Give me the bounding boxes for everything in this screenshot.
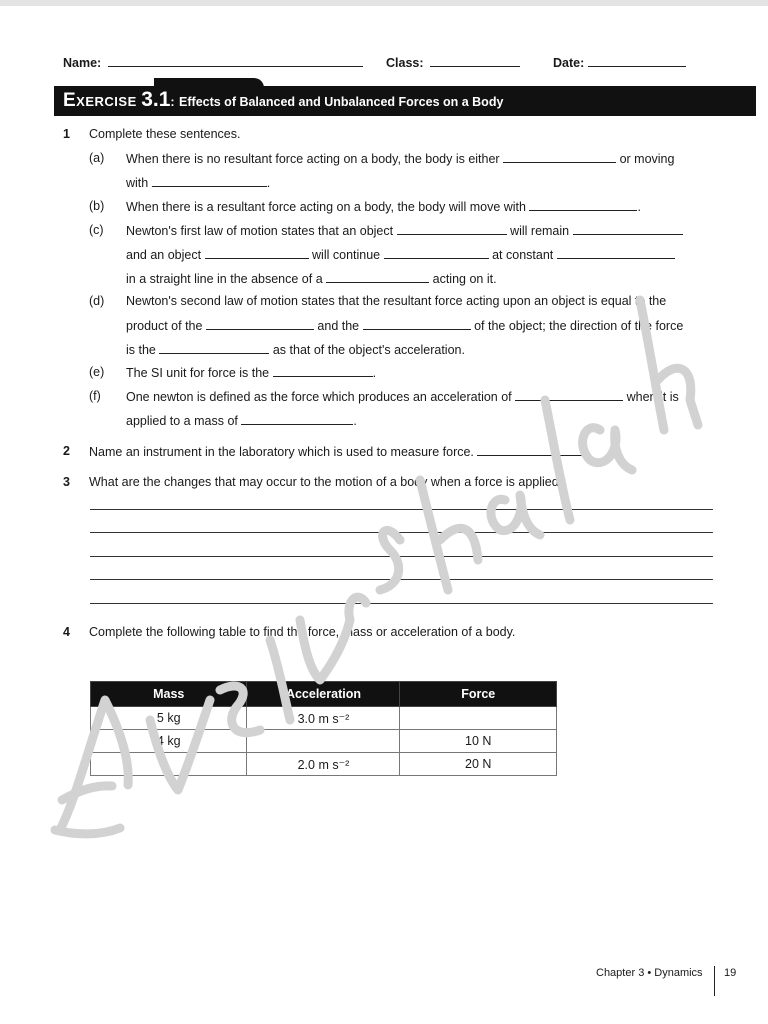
cell-mass[interactable]: 4 kg xyxy=(91,730,247,753)
q1c-text3: and an object xyxy=(126,248,202,262)
q1c-text6: in a straight line in the absence of a xyxy=(126,272,323,286)
q1c-text5: at constant xyxy=(492,248,554,262)
q1d-text5: is the xyxy=(126,343,156,357)
cell-acceleration[interactable]: 2.0 m s⁻² xyxy=(247,753,400,776)
q1c-text1: Newton's first law of motion states that an object xyxy=(126,224,394,238)
header-force: Force xyxy=(400,682,557,707)
q1d-line1: Newton's second law of motion states that the resultant force acting upon an object is equal to the xyxy=(126,294,667,308)
q1b-end: . xyxy=(637,200,641,214)
q1c-text7: acting on it. xyxy=(432,272,497,286)
q1c-text2: will remain xyxy=(510,224,570,238)
header-acceleration: Acceleration xyxy=(247,682,400,707)
date-label: Date: xyxy=(553,56,585,70)
q1f-text3: applied to a mass of xyxy=(126,414,238,428)
q1f-text1: One newton is defined as the force which produces an acceleration of xyxy=(126,390,512,404)
header-mass: Mass xyxy=(91,682,247,707)
cell-acceleration[interactable]: 3.0 m s⁻² xyxy=(247,707,400,730)
q1d-text4: of the object; the direction of the force xyxy=(474,319,684,333)
q2-text: Name an instrument in the laboratory which is used to measure force. xyxy=(89,445,474,459)
q1e-text1: The SI unit for force is the xyxy=(126,366,270,380)
q3-text: What are the changes that may occur to the motion of a body when a force is applied? xyxy=(89,475,566,489)
exercise-subtitle: Effects of Balanced and Unbalanced Forces on a Body xyxy=(179,95,504,109)
q1f-label: (f) xyxy=(89,389,101,403)
q1c-text4: will continue xyxy=(312,248,381,262)
q1a-text3: with xyxy=(126,176,149,190)
class-label: Class: xyxy=(386,56,424,70)
q1b-label: (b) xyxy=(89,199,105,213)
q2-number: 2 xyxy=(63,444,70,458)
exercise-number: 3.1 xyxy=(141,88,171,111)
q1f-text2: when it is xyxy=(626,390,679,404)
q1d-text3: and the xyxy=(317,319,360,333)
q1f-end: . xyxy=(353,414,357,428)
footer-chapter: Chapter 3 • Dynamics xyxy=(596,967,703,979)
q1e-label: (e) xyxy=(89,365,105,379)
q1-number: 1 xyxy=(63,127,70,141)
q1d-text6: as that of the object's acceleration. xyxy=(272,343,465,357)
q1d-label: (d) xyxy=(89,294,105,308)
q1-intro: Complete these sentences. xyxy=(89,127,241,141)
q1b-text1: When there is a resultant force acting on a body, the body will move with xyxy=(126,200,526,214)
q1a-text2: or moving xyxy=(619,152,675,166)
q1e-end: . xyxy=(372,366,377,380)
cell-force[interactable]: 20 N xyxy=(400,753,557,776)
q1a-end: . xyxy=(266,176,271,190)
q1a-text1: When there is no resultant force acting on a body, the body is either xyxy=(126,152,500,166)
q3-number: 3 xyxy=(63,475,70,489)
cell-mass[interactable]: 5 kg xyxy=(91,707,247,730)
q4-number: 4 xyxy=(63,625,70,639)
footer-divider xyxy=(714,966,715,996)
q1c-label: (c) xyxy=(89,223,104,237)
q1a-label: (a) xyxy=(89,151,105,165)
page-number: 19 xyxy=(724,967,737,979)
q1d-text2: product of the xyxy=(126,319,203,333)
name-label: Name: xyxy=(63,56,102,70)
exercise-word: Exercise xyxy=(63,90,137,111)
q4-text: Complete the following table to find the force, mass or acceleration of a body. xyxy=(89,625,516,639)
cell-force[interactable]: 10 N xyxy=(400,730,557,753)
exercise-colon: : xyxy=(170,95,175,109)
